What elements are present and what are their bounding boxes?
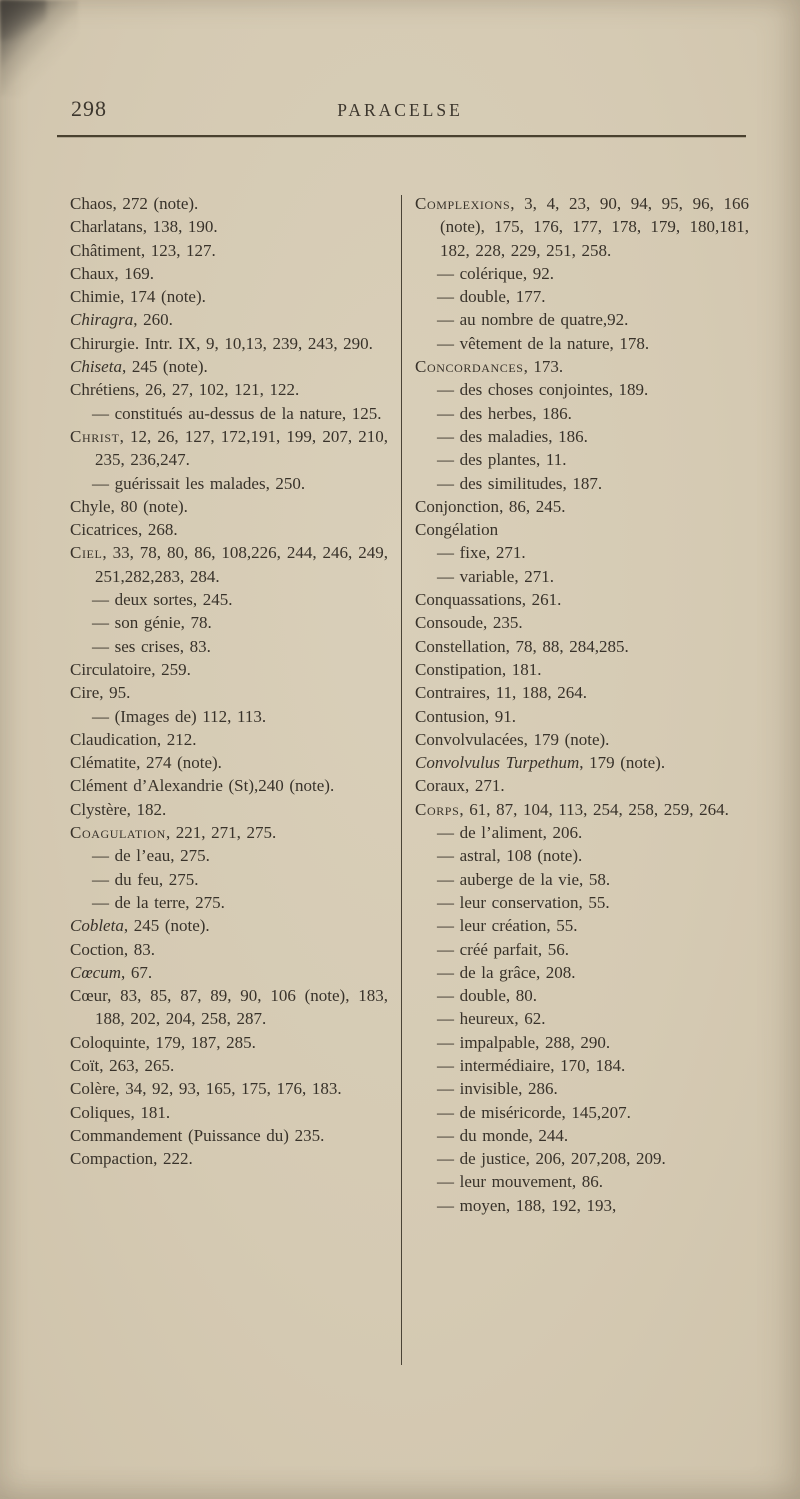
index-entry <box>70 285 388 308</box>
entry-term: — <box>437 263 454 283</box>
entry-refs: , 26, 27, 102, 121, 122. <box>135 380 300 400</box>
index-entry <box>415 938 749 961</box>
index-entry <box>415 262 749 285</box>
entry-refs: , 86, 245. <box>499 496 566 516</box>
index-entry <box>70 1147 388 1170</box>
index-entry <box>70 821 388 844</box>
entry-term: Coloquinte <box>70 1032 146 1052</box>
entry-term: — <box>437 962 454 982</box>
entry-term: Chiseta <box>70 357 122 377</box>
entry-refs: , 259. <box>151 659 191 679</box>
entry-refs: , 179 (note). <box>523 729 610 749</box>
index-entry <box>415 1077 749 1100</box>
entry-term: Coction <box>70 939 124 959</box>
index-entry <box>415 658 749 681</box>
entry-refs: , 61, 87, 104, 113, 254, 258, 259, 264. <box>459 799 729 819</box>
entry-refs: auberge de la vie, 58. <box>454 869 611 889</box>
index-entry <box>70 1054 388 1077</box>
index-entry <box>70 425 388 472</box>
entry-refs: de justice, 206, 207,208, 209. <box>454 1149 666 1169</box>
entry-refs: des similitudes, 187. <box>454 473 603 493</box>
index-entry <box>70 1101 388 1124</box>
entry-term: — <box>437 1055 454 1075</box>
entry-term: Concordances <box>415 357 524 377</box>
index-entry <box>415 1170 749 1193</box>
entry-term: — <box>92 590 109 610</box>
entry-term: — <box>92 473 109 493</box>
entry-term: — <box>437 310 454 330</box>
entry-refs: ses crises, 83. <box>109 636 211 656</box>
index-entry <box>70 868 388 891</box>
entry-term: Cobleta <box>70 916 124 936</box>
entry-term: Châtiment <box>70 240 141 260</box>
entry-term: — <box>437 1102 454 1122</box>
entry-refs: de l’aliment, 206. <box>454 823 583 843</box>
entry-term: Contusion <box>415 706 485 726</box>
entry-term: Corps <box>415 799 460 819</box>
index-entry <box>70 1031 388 1054</box>
entry-refs: du feu, 275. <box>109 869 199 889</box>
index-entry <box>70 938 388 961</box>
entry-refs: , 245 (note). <box>123 916 210 936</box>
entry-refs: , 179 (note). <box>579 753 666 773</box>
index-entry <box>70 681 388 704</box>
entry-refs: , 95. <box>99 683 131 703</box>
entry-term: Chimie <box>70 287 121 307</box>
index-entry <box>415 844 749 867</box>
column-divider <box>401 195 402 1365</box>
entry-refs: , 91. <box>484 706 517 726</box>
entry-refs: , 67. <box>121 962 153 982</box>
entry-refs: double, 177. <box>454 287 546 307</box>
index-entry <box>70 1124 388 1147</box>
entry-refs: de miséricorde, 145,207. <box>454 1102 631 1122</box>
index-entry <box>415 798 749 821</box>
entry-refs: , 235. <box>483 613 523 633</box>
entry-refs: , 138, 190. <box>142 217 218 237</box>
entry-refs: , 263, 265. <box>99 1055 175 1075</box>
index-entry <box>415 681 749 704</box>
entry-refs: son génie, 78. <box>109 613 212 633</box>
index-entry <box>415 891 749 914</box>
entry-term: — <box>437 1032 454 1052</box>
entry-refs: , 181. <box>130 1102 171 1122</box>
index-entry <box>70 798 388 821</box>
entry-refs: Intr. IX, 9, 10,13, 239, 243, 290. <box>139 333 373 353</box>
entry-term: Complexions <box>415 194 511 213</box>
entry-term: — <box>437 916 454 936</box>
index-entry <box>415 1031 749 1054</box>
entry-refs: (St),240 (note). <box>222 776 335 796</box>
entry-term: Circulatoire <box>70 659 152 679</box>
entry-refs: de l’eau, 275. <box>109 846 210 866</box>
entry-refs: , 221, 271, 275. <box>165 823 277 843</box>
entry-term: — <box>437 1172 454 1192</box>
index-entry <box>415 332 749 355</box>
entry-refs: leur conservation, 55. <box>454 892 610 912</box>
entry-refs: , 3, 4, 23, 90, 94, 95, 96, 166 (note), 175, 176, 177, 178, 179, 180,181, 182, 228, 229, 251, 258. <box>440 194 749 260</box>
entry-term: — <box>92 403 109 423</box>
entry-term: — <box>92 892 109 912</box>
index-entry <box>415 1147 749 1170</box>
entry-refs: , 78, 88, 284,285. <box>505 636 629 656</box>
entry-term: — <box>437 333 454 353</box>
index-entry <box>70 658 388 681</box>
index-columns <box>70 192 749 1365</box>
index-entry <box>70 215 388 238</box>
index-entry <box>415 728 749 751</box>
index-entry <box>70 588 388 611</box>
index-entry <box>415 1194 749 1217</box>
entry-term: — <box>437 426 454 446</box>
index-entry <box>415 914 749 937</box>
index-entry <box>70 774 388 797</box>
entry-refs: impalpable, 288, 290. <box>454 1032 611 1052</box>
entry-refs: , 83, 85, 87, 89, 90, 106 (note), 183, 188, 202, 204, 258, 287. <box>95 986 388 1029</box>
page-number: 298 <box>71 96 107 121</box>
index-entry <box>70 984 388 1031</box>
index-entry <box>70 472 388 495</box>
index-entry <box>415 588 749 611</box>
index-entry <box>415 495 749 518</box>
entry-refs: double, 80. <box>454 986 537 1006</box>
entry-term: — <box>437 892 454 912</box>
entry-refs: de la terre, 275. <box>109 892 225 912</box>
entry-term: — <box>437 1149 454 1169</box>
entry-term: Charlatans <box>70 217 143 237</box>
index-entry <box>70 402 388 425</box>
entry-refs: , 182. <box>126 799 167 819</box>
running-title: PARACELSE <box>337 100 463 120</box>
entry-refs: de la grâce, 208. <box>454 962 576 982</box>
entry-refs: des choses conjointes, 189. <box>454 380 649 400</box>
entry-term: — <box>92 636 109 656</box>
entry-term: — <box>437 1079 454 1099</box>
entry-term: Cicatrices <box>70 520 138 540</box>
entry-refs: , 80 (note). <box>110 496 188 516</box>
entry-refs: (Puissance du) 235. <box>182 1125 325 1145</box>
index-entry <box>415 541 749 564</box>
entry-term: Chrétiens <box>70 380 136 400</box>
entry-term: — <box>437 986 454 1006</box>
entry-refs: constitués au-dessus de la nature, 125. <box>109 403 382 423</box>
entry-term: Christ <box>70 426 120 446</box>
index-entry <box>70 355 388 378</box>
entry-refs: , 11, 188, 264. <box>485 683 588 703</box>
entry-refs: leur mouvement, 86. <box>454 1172 604 1192</box>
entry-term: — <box>437 566 454 586</box>
entry-refs: invisible, 286. <box>454 1079 558 1099</box>
entry-term: Coagulation <box>70 823 166 843</box>
entry-refs: , 83. <box>123 939 155 959</box>
entry-term: — <box>437 823 454 843</box>
index-entry <box>415 751 749 774</box>
entry-refs: , 268. <box>137 520 178 540</box>
entry-term: Conjonction <box>415 496 500 516</box>
index-entry <box>70 308 388 331</box>
index-entry <box>415 472 749 495</box>
entry-term: Compaction <box>70 1149 154 1169</box>
entry-term: — <box>437 939 454 959</box>
entry-term: — <box>92 846 109 866</box>
entry-refs: (Images de) 112, 113. <box>109 706 267 726</box>
index-entry <box>415 1054 749 1077</box>
index-entry <box>70 518 388 541</box>
index-entry <box>415 378 749 401</box>
entry-refs: au nombre de quatre,92. <box>454 310 629 330</box>
entry-refs: des herbes, 186. <box>454 403 572 423</box>
entry-refs: , 260. <box>133 310 173 330</box>
entry-term: — <box>437 287 454 307</box>
entry-refs: créé parfait, 56. <box>454 939 569 959</box>
index-entry <box>415 961 749 984</box>
page-corner-smudge <box>0 0 46 40</box>
entry-term: Clématite <box>70 753 137 773</box>
entry-term: — <box>437 869 454 889</box>
entry-refs: , 33, 78, 80, 86, 108,226, 244, 246, 249, 251,282,283, 284. <box>95 543 388 586</box>
entry-refs: leur création, 55. <box>454 916 578 936</box>
index-entry <box>70 728 388 751</box>
index-entry <box>415 611 749 634</box>
entry-refs: du monde, 244. <box>454 1125 569 1145</box>
entry-refs: , 271. <box>465 776 505 796</box>
index-entry <box>415 1124 749 1147</box>
entry-term: — <box>437 473 454 493</box>
entry-refs: astral, 108 (note). <box>454 846 583 866</box>
index-entry <box>70 192 388 215</box>
entry-refs: , 174 (note). <box>120 287 206 307</box>
entry-term: Coraux <box>415 776 466 796</box>
entry-refs: des plantes, 11. <box>454 450 567 470</box>
entry-term: Clystère <box>70 799 127 819</box>
entry-term: Chiragra <box>70 310 134 330</box>
entry-refs: moyen, 188, 192, 193, <box>454 1195 617 1215</box>
entry-term: Coliques <box>70 1102 131 1122</box>
index-entry <box>415 448 749 471</box>
entry-refs: , 169. <box>114 263 155 283</box>
index-entry <box>70 705 388 728</box>
entry-term: Chirurgie. <box>70 333 140 353</box>
entry-refs: , 274 (note). <box>136 753 222 773</box>
entry-term: Constipation <box>415 659 502 679</box>
entry-term: Cœcum <box>70 962 121 982</box>
entry-term: — <box>92 613 109 633</box>
entry-term: Ciel <box>70 543 103 563</box>
entry-term: Cœur <box>70 986 108 1006</box>
index-entry <box>415 635 749 658</box>
entry-refs: , 222. <box>153 1149 193 1169</box>
index-entry <box>415 1101 749 1124</box>
page-header <box>0 96 800 128</box>
index-entry <box>70 262 388 285</box>
index-entry <box>415 402 749 425</box>
entry-refs: heureux, 62. <box>454 1009 546 1029</box>
entry-term: — <box>437 543 454 563</box>
entry-term: Contraires <box>415 683 486 703</box>
index-entry <box>70 541 388 588</box>
entry-refs: variable, 271. <box>454 566 554 586</box>
index-entry <box>70 635 388 658</box>
entry-term: Conquassations <box>415 590 522 610</box>
entry-refs: intermédiaire, 170, 184. <box>454 1055 626 1075</box>
index-entry <box>70 378 388 401</box>
entry-term: Claudication <box>70 729 157 749</box>
entry-term: Chyle <box>70 496 111 516</box>
header-rule <box>57 135 746 137</box>
entry-term: — <box>92 706 109 726</box>
index-entry <box>70 751 388 774</box>
entry-refs: guérissait les malades, 250. <box>109 473 306 493</box>
entry-term: Cire <box>70 683 100 703</box>
index-entry <box>415 308 749 331</box>
index-entry <box>415 821 749 844</box>
entry-term: — <box>437 450 454 470</box>
entry-refs: , 179, 187, 285. <box>145 1032 256 1052</box>
entry-refs: , 181. <box>501 659 542 679</box>
entry-refs: , 272 (note). <box>112 194 199 213</box>
entry-term: — <box>437 380 454 400</box>
entry-refs: , 212. <box>156 729 197 749</box>
entry-term: — <box>437 1195 454 1215</box>
entry-term: Consoude <box>415 613 483 633</box>
entry-refs: , 245 (note). <box>121 357 208 377</box>
index-entry <box>70 332 388 355</box>
index-entry <box>70 495 388 518</box>
index-entry <box>70 611 388 634</box>
entry-refs: deux sortes, 245. <box>109 590 233 610</box>
entry-term: Congélation <box>415 520 499 540</box>
index-entry <box>415 285 749 308</box>
index-column-left <box>70 192 388 1170</box>
entry-term: — <box>92 869 109 889</box>
entry-term: Convolvulus Turpethum <box>415 753 580 773</box>
index-entry <box>415 774 749 797</box>
index-entry <box>70 891 388 914</box>
index-entry <box>415 355 749 378</box>
entry-term: Colère <box>70 1079 116 1099</box>
entry-refs: , 12, 26, 127, 172,191, 199, 207, 210, 235, 236,247. <box>95 426 388 470</box>
entry-term: Chaos <box>70 194 113 213</box>
entry-refs: colérique, 92. <box>454 263 554 283</box>
index-entry <box>415 705 749 728</box>
entry-term: Clément d’Alexandrie <box>70 776 223 796</box>
index-entry <box>70 844 388 867</box>
entry-term: Constellation <box>415 636 506 656</box>
index-entry <box>415 425 749 448</box>
index-entry <box>415 518 749 541</box>
index-entry <box>415 1007 749 1030</box>
index-entry <box>415 192 749 262</box>
entry-refs: , 173. <box>523 357 564 377</box>
index-entry <box>70 1077 388 1100</box>
index-entry <box>70 961 388 984</box>
entry-term: Chaux <box>70 263 115 283</box>
entry-refs: , 261. <box>521 590 562 610</box>
entry-term: — <box>437 403 454 423</box>
entry-term: Commandement <box>70 1125 183 1145</box>
index-entry <box>415 984 749 1007</box>
entry-refs: , 123, 127. <box>140 240 216 260</box>
entry-refs: vêtement de la nature, 178. <box>454 333 650 353</box>
entry-term: — <box>437 846 454 866</box>
entry-term: Convolvulacées <box>415 729 524 749</box>
entry-refs: des maladies, 186. <box>454 426 588 446</box>
entry-term: — <box>437 1125 454 1145</box>
index-entry <box>415 565 749 588</box>
entry-term: Coït <box>70 1055 100 1075</box>
entry-refs: , 34, 92, 93, 165, 175, 176, 183. <box>115 1079 342 1099</box>
index-entry <box>70 239 388 262</box>
entry-term: — <box>437 1009 454 1029</box>
index-entry <box>70 914 388 937</box>
index-column-right <box>415 192 749 1217</box>
entry-refs: fixe, 271. <box>454 543 526 563</box>
index-entry <box>415 868 749 891</box>
